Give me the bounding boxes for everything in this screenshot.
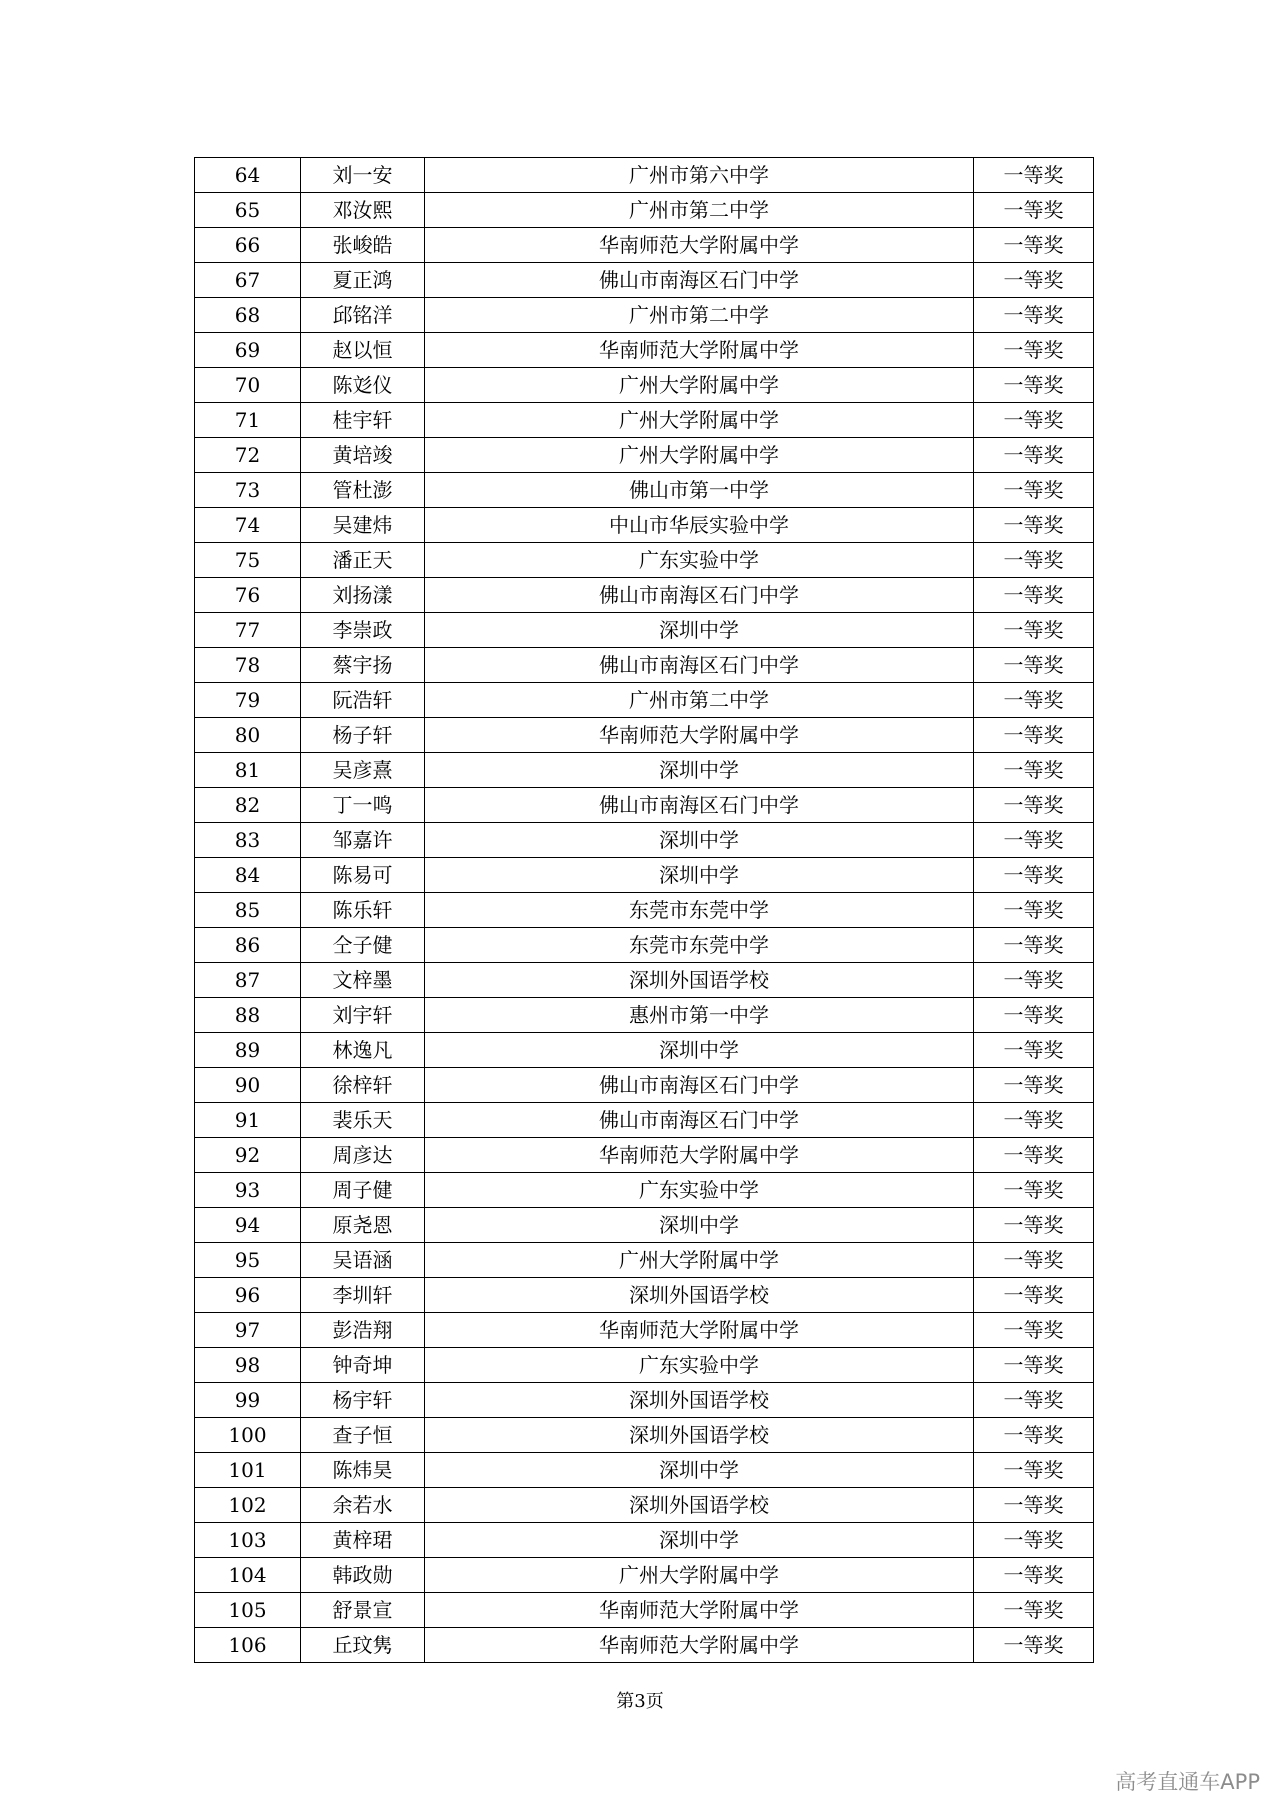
cell-award: 一等奖 [974, 683, 1094, 718]
cell-school: 佛山市南海区石门中学 [425, 1103, 974, 1138]
table-row [195, 1348, 1094, 1383]
cell-school: 华南师范大学附属中学 [425, 1138, 974, 1173]
cell-award: 一等奖 [974, 1173, 1094, 1208]
cell-number: 66 [195, 228, 301, 263]
cell-number: 75 [195, 543, 301, 578]
table-row [195, 1173, 1094, 1208]
cell-school: 佛山市第一中学 [425, 473, 974, 508]
cell-name: 查子恒 [301, 1418, 425, 1453]
cell-school: 广州市第二中学 [425, 193, 974, 228]
table-row [195, 1208, 1094, 1243]
cell-name: 余若水 [301, 1488, 425, 1523]
cell-award: 一等奖 [974, 578, 1094, 613]
cell-number: 77 [195, 613, 301, 648]
cell-award: 一等奖 [974, 858, 1094, 893]
cell-award: 一等奖 [974, 893, 1094, 928]
cell-number: 95 [195, 1243, 301, 1278]
cell-school: 惠州市第一中学 [425, 998, 974, 1033]
cell-name: 原尧恩 [301, 1208, 425, 1243]
cell-award: 一等奖 [974, 1278, 1094, 1313]
cell-name: 林逸凡 [301, 1033, 425, 1068]
table-row [195, 473, 1094, 508]
cell-school: 深圳中学 [425, 1208, 974, 1243]
cell-number: 104 [195, 1558, 301, 1593]
cell-school: 华南师范大学附属中学 [425, 1313, 974, 1348]
cell-award: 一等奖 [974, 333, 1094, 368]
cell-award: 一等奖 [974, 193, 1094, 228]
table-row [195, 158, 1094, 193]
cell-name: 徐梓轩 [301, 1068, 425, 1103]
cell-name: 周子健 [301, 1173, 425, 1208]
cell-number: 92 [195, 1138, 301, 1173]
cell-name: 裴乐天 [301, 1103, 425, 1138]
cell-school: 深圳中学 [425, 753, 974, 788]
cell-school: 广州市第二中学 [425, 298, 974, 333]
table-row [195, 1383, 1094, 1418]
cell-name: 刘宇轩 [301, 998, 425, 1033]
cell-award: 一等奖 [974, 1418, 1094, 1453]
cell-name: 刘一安 [301, 158, 425, 193]
table-row [195, 298, 1094, 333]
cell-number: 79 [195, 683, 301, 718]
cell-award: 一等奖 [974, 158, 1094, 193]
cell-school: 深圳外国语学校 [425, 1278, 974, 1313]
cell-school: 东莞市东莞中学 [425, 928, 974, 963]
cell-school: 佛山市南海区石门中学 [425, 788, 974, 823]
cell-name: 陈乐轩 [301, 893, 425, 928]
cell-award: 一等奖 [974, 438, 1094, 473]
table-row [195, 1103, 1094, 1138]
cell-number: 85 [195, 893, 301, 928]
cell-school: 深圳中学 [425, 1033, 974, 1068]
table-row [195, 1523, 1094, 1558]
cell-name: 陈彣仪 [301, 368, 425, 403]
cell-name: 潘正天 [301, 543, 425, 578]
cell-number: 81 [195, 753, 301, 788]
cell-number: 80 [195, 718, 301, 753]
cell-name: 黄梓珺 [301, 1523, 425, 1558]
cell-number: 90 [195, 1068, 301, 1103]
cell-school: 东莞市东莞中学 [425, 893, 974, 928]
table-row [195, 1033, 1094, 1068]
cell-award: 一等奖 [974, 718, 1094, 753]
cell-name: 刘扬漾 [301, 578, 425, 613]
cell-number: 96 [195, 1278, 301, 1313]
cell-award: 一等奖 [974, 228, 1094, 263]
cell-number: 103 [195, 1523, 301, 1558]
table-row [195, 578, 1094, 613]
table-row [195, 1243, 1094, 1278]
table-row [195, 893, 1094, 928]
cell-name: 蔡宇扬 [301, 648, 425, 683]
cell-school: 华南师范大学附属中学 [425, 228, 974, 263]
cell-name: 周彦达 [301, 1138, 425, 1173]
table-row [195, 1593, 1094, 1628]
cell-name: 杨宇轩 [301, 1383, 425, 1418]
cell-number: 105 [195, 1593, 301, 1628]
cell-number: 76 [195, 578, 301, 613]
cell-award: 一等奖 [974, 1453, 1094, 1488]
cell-name: 邹嘉许 [301, 823, 425, 858]
awards-table [194, 157, 1094, 1663]
table-row [195, 228, 1094, 263]
table-row [195, 1068, 1094, 1103]
page-number: 第3页 [616, 1691, 664, 1712]
cell-award: 一等奖 [974, 1068, 1094, 1103]
cell-award: 一等奖 [974, 1558, 1094, 1593]
table-row [195, 788, 1094, 823]
cell-award: 一等奖 [974, 928, 1094, 963]
cell-number: 78 [195, 648, 301, 683]
cell-name: 李崇政 [301, 613, 425, 648]
cell-school: 华南师范大学附属中学 [425, 1628, 974, 1663]
cell-award: 一等奖 [974, 613, 1094, 648]
cell-number: 99 [195, 1383, 301, 1418]
cell-name: 钟奇坤 [301, 1348, 425, 1383]
cell-award: 一等奖 [974, 1243, 1094, 1278]
table-row [195, 333, 1094, 368]
cell-number: 106 [195, 1628, 301, 1663]
cell-school: 深圳中学 [425, 858, 974, 893]
cell-number: 64 [195, 158, 301, 193]
cell-number: 70 [195, 368, 301, 403]
cell-number: 69 [195, 333, 301, 368]
cell-award: 一等奖 [974, 508, 1094, 543]
cell-number: 73 [195, 473, 301, 508]
cell-number: 71 [195, 403, 301, 438]
cell-school: 佛山市南海区石门中学 [425, 263, 974, 298]
cell-award: 一等奖 [974, 298, 1094, 333]
table-row [195, 1628, 1094, 1663]
cell-award: 一等奖 [974, 1593, 1094, 1628]
table-row [195, 753, 1094, 788]
cell-award: 一等奖 [974, 1348, 1094, 1383]
cell-number: 67 [195, 263, 301, 298]
cell-name: 仝子健 [301, 928, 425, 963]
cell-award: 一等奖 [974, 1138, 1094, 1173]
cell-number: 101 [195, 1453, 301, 1488]
cell-name: 张峻皓 [301, 228, 425, 263]
cell-name: 文梓墨 [301, 963, 425, 998]
table-row [195, 963, 1094, 998]
cell-school: 华南师范大学附属中学 [425, 1593, 974, 1628]
cell-award: 一等奖 [974, 1383, 1094, 1418]
cell-school: 华南师范大学附属中学 [425, 718, 974, 753]
cell-name: 阮浩轩 [301, 683, 425, 718]
cell-award: 一等奖 [974, 998, 1094, 1033]
cell-number: 98 [195, 1348, 301, 1383]
cell-school: 佛山市南海区石门中学 [425, 578, 974, 613]
table-row [195, 683, 1094, 718]
cell-school: 深圳中学 [425, 613, 974, 648]
table-row [195, 858, 1094, 893]
cell-school: 广州大学附属中学 [425, 368, 974, 403]
cell-school: 华南师范大学附属中学 [425, 333, 974, 368]
cell-award: 一等奖 [974, 1523, 1094, 1558]
cell-award: 一等奖 [974, 788, 1094, 823]
table-row [195, 403, 1094, 438]
cell-name: 赵以恒 [301, 333, 425, 368]
cell-number: 100 [195, 1418, 301, 1453]
cell-award: 一等奖 [974, 263, 1094, 298]
cell-school: 中山市华辰实验中学 [425, 508, 974, 543]
cell-number: 94 [195, 1208, 301, 1243]
cell-award: 一等奖 [974, 1488, 1094, 1523]
table-row [195, 1313, 1094, 1348]
cell-name: 陈易可 [301, 858, 425, 893]
cell-number: 89 [195, 1033, 301, 1068]
cell-name: 韩政勋 [301, 1558, 425, 1593]
table-row [195, 508, 1094, 543]
table-row [195, 1418, 1094, 1453]
table-row [195, 613, 1094, 648]
cell-award: 一等奖 [974, 403, 1094, 438]
cell-name: 杨子轩 [301, 718, 425, 753]
table-row [195, 718, 1094, 753]
cell-school: 广州大学附属中学 [425, 1243, 974, 1278]
table-row [195, 1558, 1094, 1593]
cell-school: 广州大学附属中学 [425, 403, 974, 438]
cell-number: 82 [195, 788, 301, 823]
cell-number: 72 [195, 438, 301, 473]
table-row [195, 1278, 1094, 1313]
awards-table-body [195, 158, 1094, 1663]
table-row [195, 438, 1094, 473]
cell-name: 夏正鸿 [301, 263, 425, 298]
cell-school: 佛山市南海区石门中学 [425, 1068, 974, 1103]
cell-school: 佛山市南海区石门中学 [425, 648, 974, 683]
cell-award: 一等奖 [974, 368, 1094, 403]
cell-award: 一等奖 [974, 473, 1094, 508]
table-row [195, 263, 1094, 298]
cell-award: 一等奖 [974, 1103, 1094, 1138]
cell-name: 邱铭洋 [301, 298, 425, 333]
cell-award: 一等奖 [974, 753, 1094, 788]
cell-award: 一等奖 [974, 1313, 1094, 1348]
cell-number: 91 [195, 1103, 301, 1138]
cell-school: 广东实验中学 [425, 543, 974, 578]
table-row [195, 1138, 1094, 1173]
cell-number: 68 [195, 298, 301, 333]
cell-name: 桂宇轩 [301, 403, 425, 438]
cell-number: 83 [195, 823, 301, 858]
cell-school: 深圳外国语学校 [425, 1383, 974, 1418]
watermark-text: 高考直通车APP [1115, 1770, 1260, 1794]
cell-name: 丘玟隽 [301, 1628, 425, 1663]
cell-award: 一等奖 [974, 648, 1094, 683]
cell-school: 广州大学附属中学 [425, 438, 974, 473]
cell-name: 李圳轩 [301, 1278, 425, 1313]
cell-award: 一等奖 [974, 543, 1094, 578]
cell-name: 丁一鸣 [301, 788, 425, 823]
cell-number: 97 [195, 1313, 301, 1348]
cell-school: 深圳中学 [425, 1523, 974, 1558]
cell-school: 广东实验中学 [425, 1348, 974, 1383]
cell-award: 一等奖 [974, 823, 1094, 858]
cell-number: 86 [195, 928, 301, 963]
cell-name: 陈炜昊 [301, 1453, 425, 1488]
cell-number: 74 [195, 508, 301, 543]
cell-name: 管杜澎 [301, 473, 425, 508]
cell-award: 一等奖 [974, 1033, 1094, 1068]
cell-name: 黄培竣 [301, 438, 425, 473]
cell-number: 84 [195, 858, 301, 893]
table-row [195, 1453, 1094, 1488]
cell-school: 深圳外国语学校 [425, 1488, 974, 1523]
cell-name: 吴彦熹 [301, 753, 425, 788]
cell-school: 广东实验中学 [425, 1173, 974, 1208]
cell-number: 88 [195, 998, 301, 1033]
cell-number: 102 [195, 1488, 301, 1523]
table-row [195, 998, 1094, 1033]
cell-number: 87 [195, 963, 301, 998]
table-row [195, 543, 1094, 578]
cell-school: 广州市第二中学 [425, 683, 974, 718]
cell-award: 一等奖 [974, 1628, 1094, 1663]
cell-name: 舒景宣 [301, 1593, 425, 1628]
cell-school: 广州市第六中学 [425, 158, 974, 193]
cell-award: 一等奖 [974, 963, 1094, 998]
cell-name: 吴语涵 [301, 1243, 425, 1278]
cell-name: 邓汝熙 [301, 193, 425, 228]
cell-school: 深圳外国语学校 [425, 1418, 974, 1453]
table-row [195, 928, 1094, 963]
cell-name: 吴建炜 [301, 508, 425, 543]
cell-school: 广州大学附属中学 [425, 1558, 974, 1593]
cell-school: 深圳中学 [425, 1453, 974, 1488]
table-row [195, 823, 1094, 858]
cell-number: 93 [195, 1173, 301, 1208]
cell-award: 一等奖 [974, 1208, 1094, 1243]
cell-number: 65 [195, 193, 301, 228]
table-row [195, 1488, 1094, 1523]
cell-school: 深圳中学 [425, 823, 974, 858]
cell-school: 深圳外国语学校 [425, 963, 974, 998]
table-row [195, 368, 1094, 403]
table-row [195, 193, 1094, 228]
table-row [195, 648, 1094, 683]
cell-name: 彭浩翔 [301, 1313, 425, 1348]
